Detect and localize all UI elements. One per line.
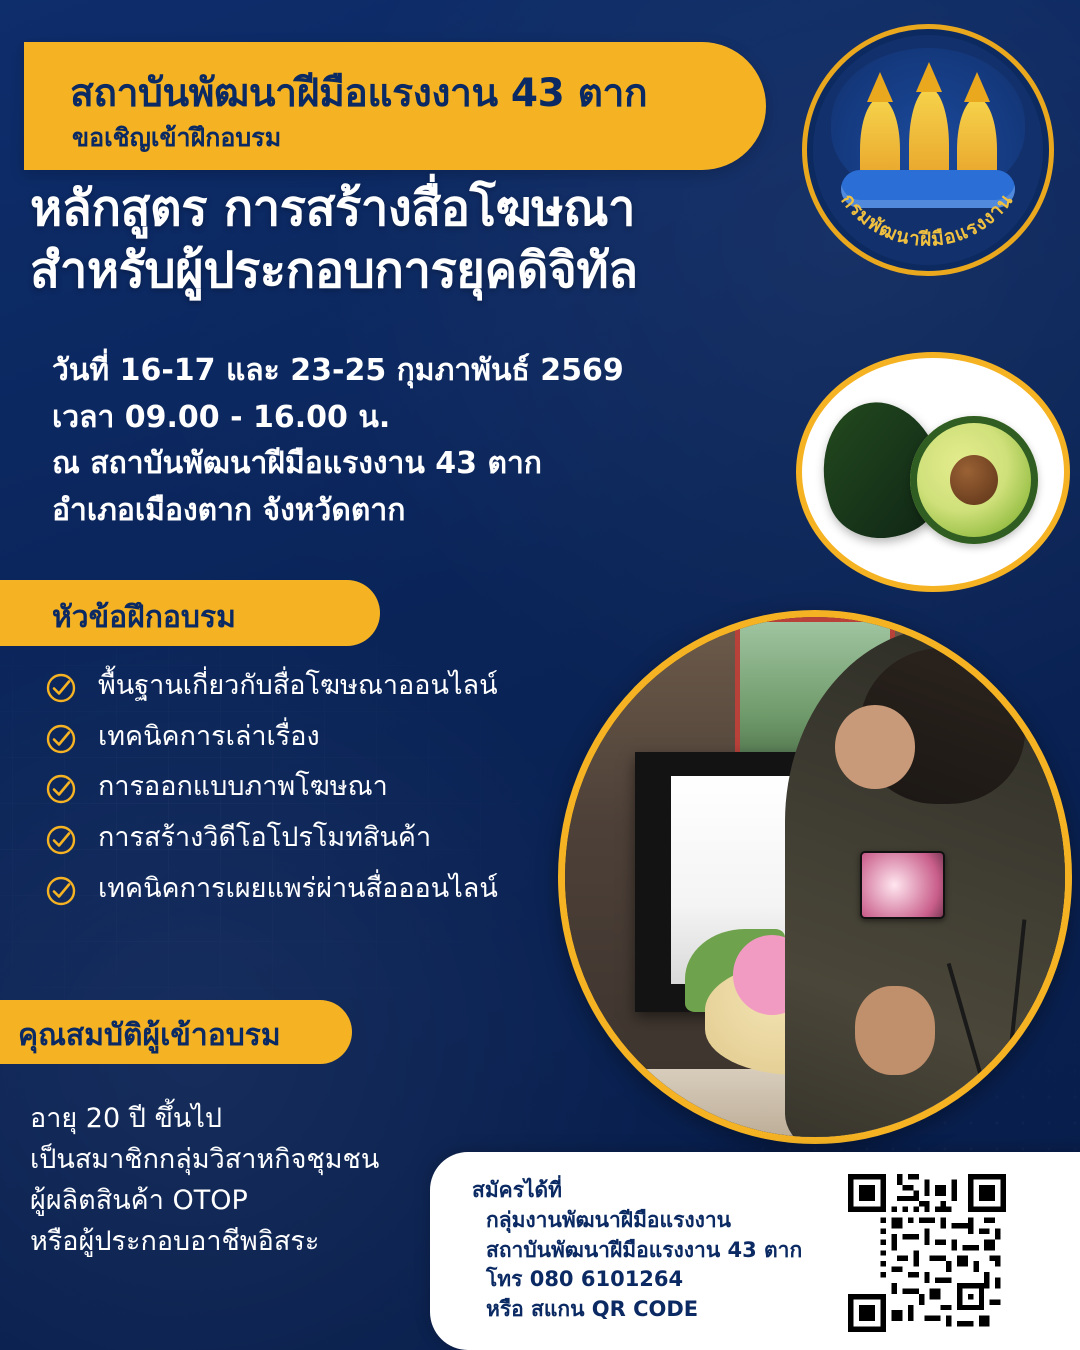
contact-apply-label: สมัครได้ที่: [472, 1178, 563, 1202]
topic-label: การสร้างวิดีโอโปรโมทสินค้า: [98, 822, 432, 854]
photo-person-face: [835, 705, 915, 788]
qualification-heading-banner: [0, 1000, 352, 1064]
check-circle-icon: [46, 774, 76, 804]
list-item: [46, 820, 576, 857]
logo-arc-text: [802, 24, 1054, 276]
qualification-item: อายุ 20 ปี ขึ้นไป: [30, 1103, 223, 1134]
topic-label: เทคนิคการเผยแพร่ผ่านสื่อออนไลน์: [98, 872, 498, 904]
qr-code[interactable]: [848, 1174, 1006, 1332]
contact-text: [472, 1176, 862, 1325]
event-time: เวลา 09.00 - 16.00 น.: [52, 399, 391, 435]
contact-group: กลุ่มงานพัฒนาฝีมือแรงงาน: [486, 1207, 732, 1232]
page-title: [30, 178, 790, 301]
training-photo: [558, 610, 1072, 1144]
header-banner: [24, 42, 766, 170]
event-details: [52, 348, 752, 534]
check-circle-icon: [46, 825, 76, 855]
contact-phone[interactable]: โทร 080 6101264: [486, 1267, 684, 1292]
topics-heading-label: หัวข้อฝึกอบรม: [52, 600, 236, 635]
check-circle-icon: [46, 673, 76, 703]
avocado-half: [910, 416, 1038, 544]
avocado-pit: [950, 455, 998, 505]
photo-smartphone: [860, 851, 945, 919]
department-logo: [802, 24, 1054, 276]
topics-heading-banner: [0, 580, 380, 646]
list-item: [46, 719, 576, 756]
check-circle-icon: [46, 724, 76, 754]
event-venue: ณ สถาบันพัฒนาฝีมือแรงงาน 43 ตาก: [52, 446, 542, 481]
topic-label: เทคนิคการเล่าเรื่อง: [98, 720, 320, 752]
qualification-item: เป็นสมาชิกกลุ่มวิสาหกิจชุมชน: [30, 1144, 380, 1176]
list-item: [46, 769, 576, 806]
topic-label: การออกแบบภาพโฆษณา: [98, 771, 388, 803]
avocado-photo: [796, 352, 1070, 592]
course-title-line2: สำหรับผู้ประกอบการยุคดิจิทัล: [30, 241, 638, 299]
photo-person-hand: [855, 986, 935, 1074]
contact-institute: สถาบันพัฒนาฝีมือแรงงาน 43 ตาก: [486, 1237, 803, 1262]
list-item: [46, 668, 576, 705]
svg-text:กรมพัฒนาฝีมือแรงงาน: [837, 189, 1018, 250]
check-circle-icon: [46, 876, 76, 906]
organization-name: สถาบันพัฒนาฝีมือแรงงาน 43 ตาก: [70, 71, 648, 116]
qualification-list: [30, 1098, 450, 1262]
list-item: [46, 871, 576, 908]
course-title-line1: หลักสูตร การสร้างสื่อโฆษณา: [30, 180, 636, 237]
contact-card: [430, 1152, 1080, 1350]
logo-arc-label: กรมพัฒนาฝีมือแรงงาน: [836, 189, 1018, 251]
qualification-heading-label: คุณสมบัติผู้เข้าอบรม: [18, 1018, 281, 1053]
topic-label: พื้นฐานเกี่ยวกับสื่อโฆษณาออนไลน์: [98, 670, 498, 701]
topics-list: [46, 668, 576, 922]
event-district: อำเภอเมืองตาก จังหวัดตาก: [52, 492, 406, 528]
qualification-item: ผู้ผลิตสินค้า OTOP: [30, 1185, 248, 1217]
invitation-text: ขอเชิญเข้าฝึกอบรม: [72, 123, 282, 152]
photo-smartphone-screen: [862, 853, 943, 917]
event-date: วันที่ 16-17 และ 23-25 กุมภาพันธ์ 2569: [52, 353, 624, 388]
contact-qr-hint: หรือ สแกน QR CODE: [486, 1297, 699, 1322]
qualification-item: หรือผู้ประกอบอาชีพอิสระ: [30, 1226, 320, 1258]
